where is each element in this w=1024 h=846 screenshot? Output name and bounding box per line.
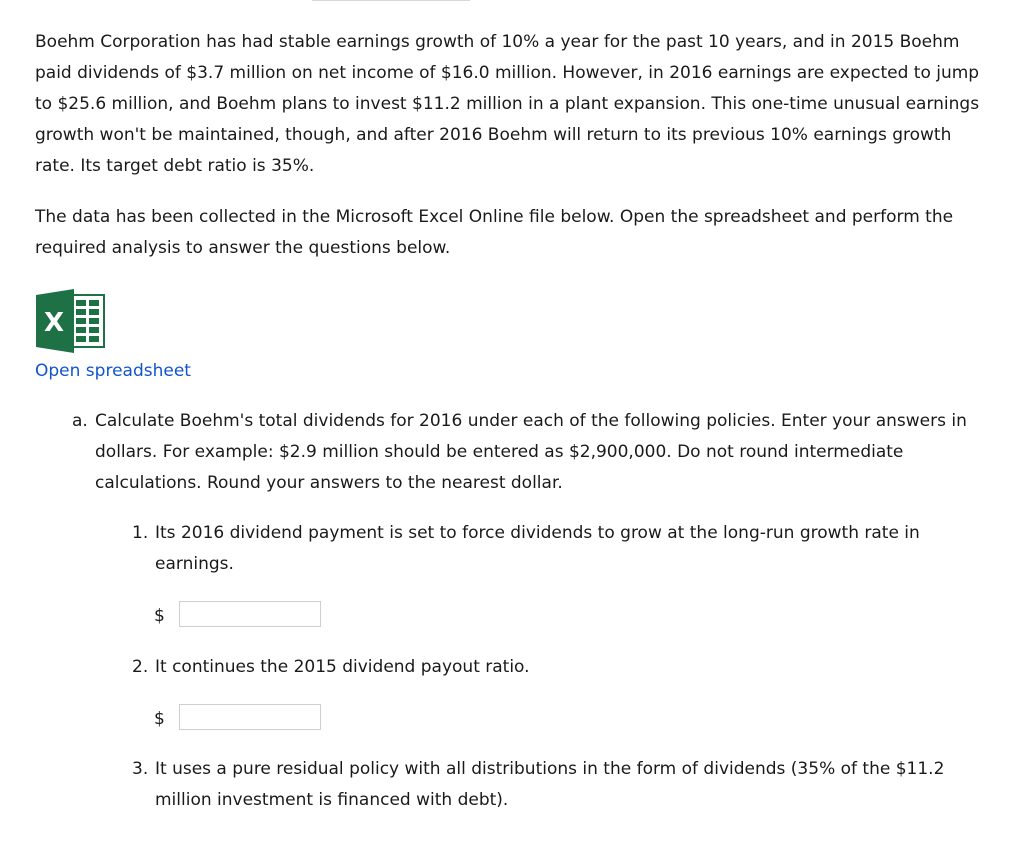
sub-question-3-text: It uses a pure residual policy with all distributions in the form of dividends (35% of the $11.2 million investment is financed with debt). — [155, 759, 945, 810]
sub-question-1 — [132, 518, 992, 580]
sub-question-3 — [132, 754, 992, 816]
instructions-paragraph: The data has been collected in the Microsoft Excel Online file below. Open the spreadsheet and perform the required analysis to answer the questions below. — [35, 207, 954, 258]
answer-input-2[interactable] — [179, 704, 321, 730]
answer-input-1[interactable] — [179, 601, 321, 627]
sub-question-2-number: 2. — [132, 657, 149, 677]
sub-question-1-number: 1. — [132, 523, 149, 543]
question-a-label: a. — [72, 411, 88, 431]
currency-symbol: $ — [154, 606, 165, 626]
sub-question-1-text: Its 2016 dividend payment is set to force dividends to grow at the long-run growth rate in earnings. — [155, 523, 920, 574]
sub-question-2-text: It continues the 2015 dividend payout ratio. — [155, 657, 530, 677]
sub-question-3-number: 3. — [132, 759, 149, 779]
excel-icon[interactable] — [36, 289, 106, 353]
question-a — [72, 406, 997, 499]
currency-symbol: $ — [154, 709, 165, 729]
intro-paragraph: Boehm Corporation has had stable earnings growth of 10% a year for the past 10 years, and in 2015 Boehm paid dividends of $3.7 million on net income of $16.0 million. However, in 2016 earnings are expected to jump to $25.6 million, and Boehm plans to invest $11.2 million in a plant expansion. This one-time unusual earnings growth won't be maintained, though, and after 2016 Boehm will return to its previous 10% earnings growth rate. Its target debt ratio is 35%. — [35, 32, 980, 176]
sub-question-2 — [132, 652, 992, 683]
excel-icon-letter: X — [43, 308, 65, 338]
question-a-text: Calculate Boehm's total dividends for 2016 under each of the following policies. Enter your answers in dollars. For example: $2.9 million should be entered as $2,900,000. Do not round intermediate calculations. Round your answers to the nearest dollar. — [95, 411, 967, 493]
open-spreadsheet-link[interactable]: Open spreadsheet — [35, 361, 191, 381]
top-divider — [312, 0, 470, 2]
